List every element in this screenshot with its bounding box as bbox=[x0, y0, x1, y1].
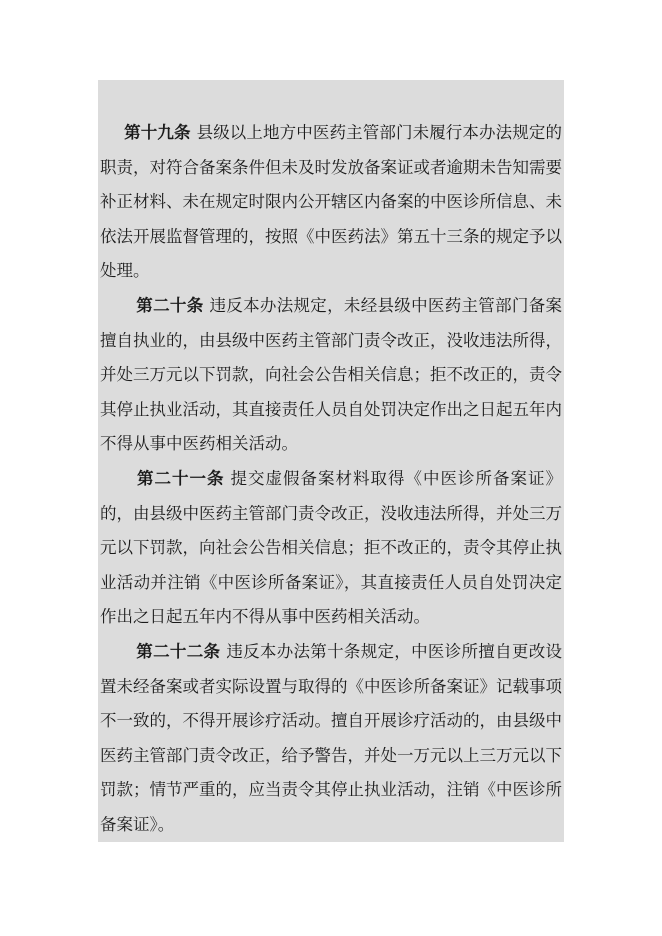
article-number: 第二十一条 bbox=[136, 468, 225, 488]
article-20 bbox=[100, 289, 562, 462]
article-body: 违反本办法第十条规定，中医诊所擅自更改设置未经备案或者实际设置与取得的《中医诊所备案证》记载事项不一致的，不得开展诊疗活动。擅自开展诊疗活动的，由县级中医药主管部门责令改正，给予警告，并处一万元以上三万元以下罚款；情节严重的，应当责令其停止执业活动，注销《中医诊所备案证》。 bbox=[100, 641, 563, 834]
article-body: 县级以上地方中医药主管部门未履行本办法规定的职责，对符合备案条件但未及时发放备案证或者逾期未告知需要补正材料、未在规定时限内公开辖区内备案的中医诊所信息、未依法开展监督管理的，按照《中医药法》第五十三条的规定予以处理。 bbox=[100, 123, 563, 281]
regulation-text bbox=[100, 116, 562, 842]
article-number: 第二十二条 bbox=[136, 641, 221, 661]
article-number: 第二十条 bbox=[136, 295, 204, 315]
article-21 bbox=[100, 462, 562, 635]
article-body: 提交虚假备案材料取得《中医诊所备案证》的，由县级中医药主管部门责令改正，没收违法所得，并处三万元以下罚款，向社会公告相关信息；拒不改正的，责令其停止执业活动并注销《中医诊所备案证》，其直接责任人员自处罚决定作出之日起五年内不得从事中医药相关活动。 bbox=[100, 468, 562, 627]
article-22 bbox=[100, 635, 562, 843]
article-19 bbox=[100, 116, 562, 289]
article-body: 违反本办法规定，未经县级中医药主管部门备案擅自执业的，由县级中医药主管部门责令改正，没收违法所得，并处三万元以下罚款，向社会公告相关信息；拒不改正的，责令其停止执业活动，其直接责任人员自处罚决定作出之日起五年内不得从事中医药相关活动。 bbox=[100, 295, 563, 454]
article-number: 第十九条 bbox=[124, 123, 191, 142]
